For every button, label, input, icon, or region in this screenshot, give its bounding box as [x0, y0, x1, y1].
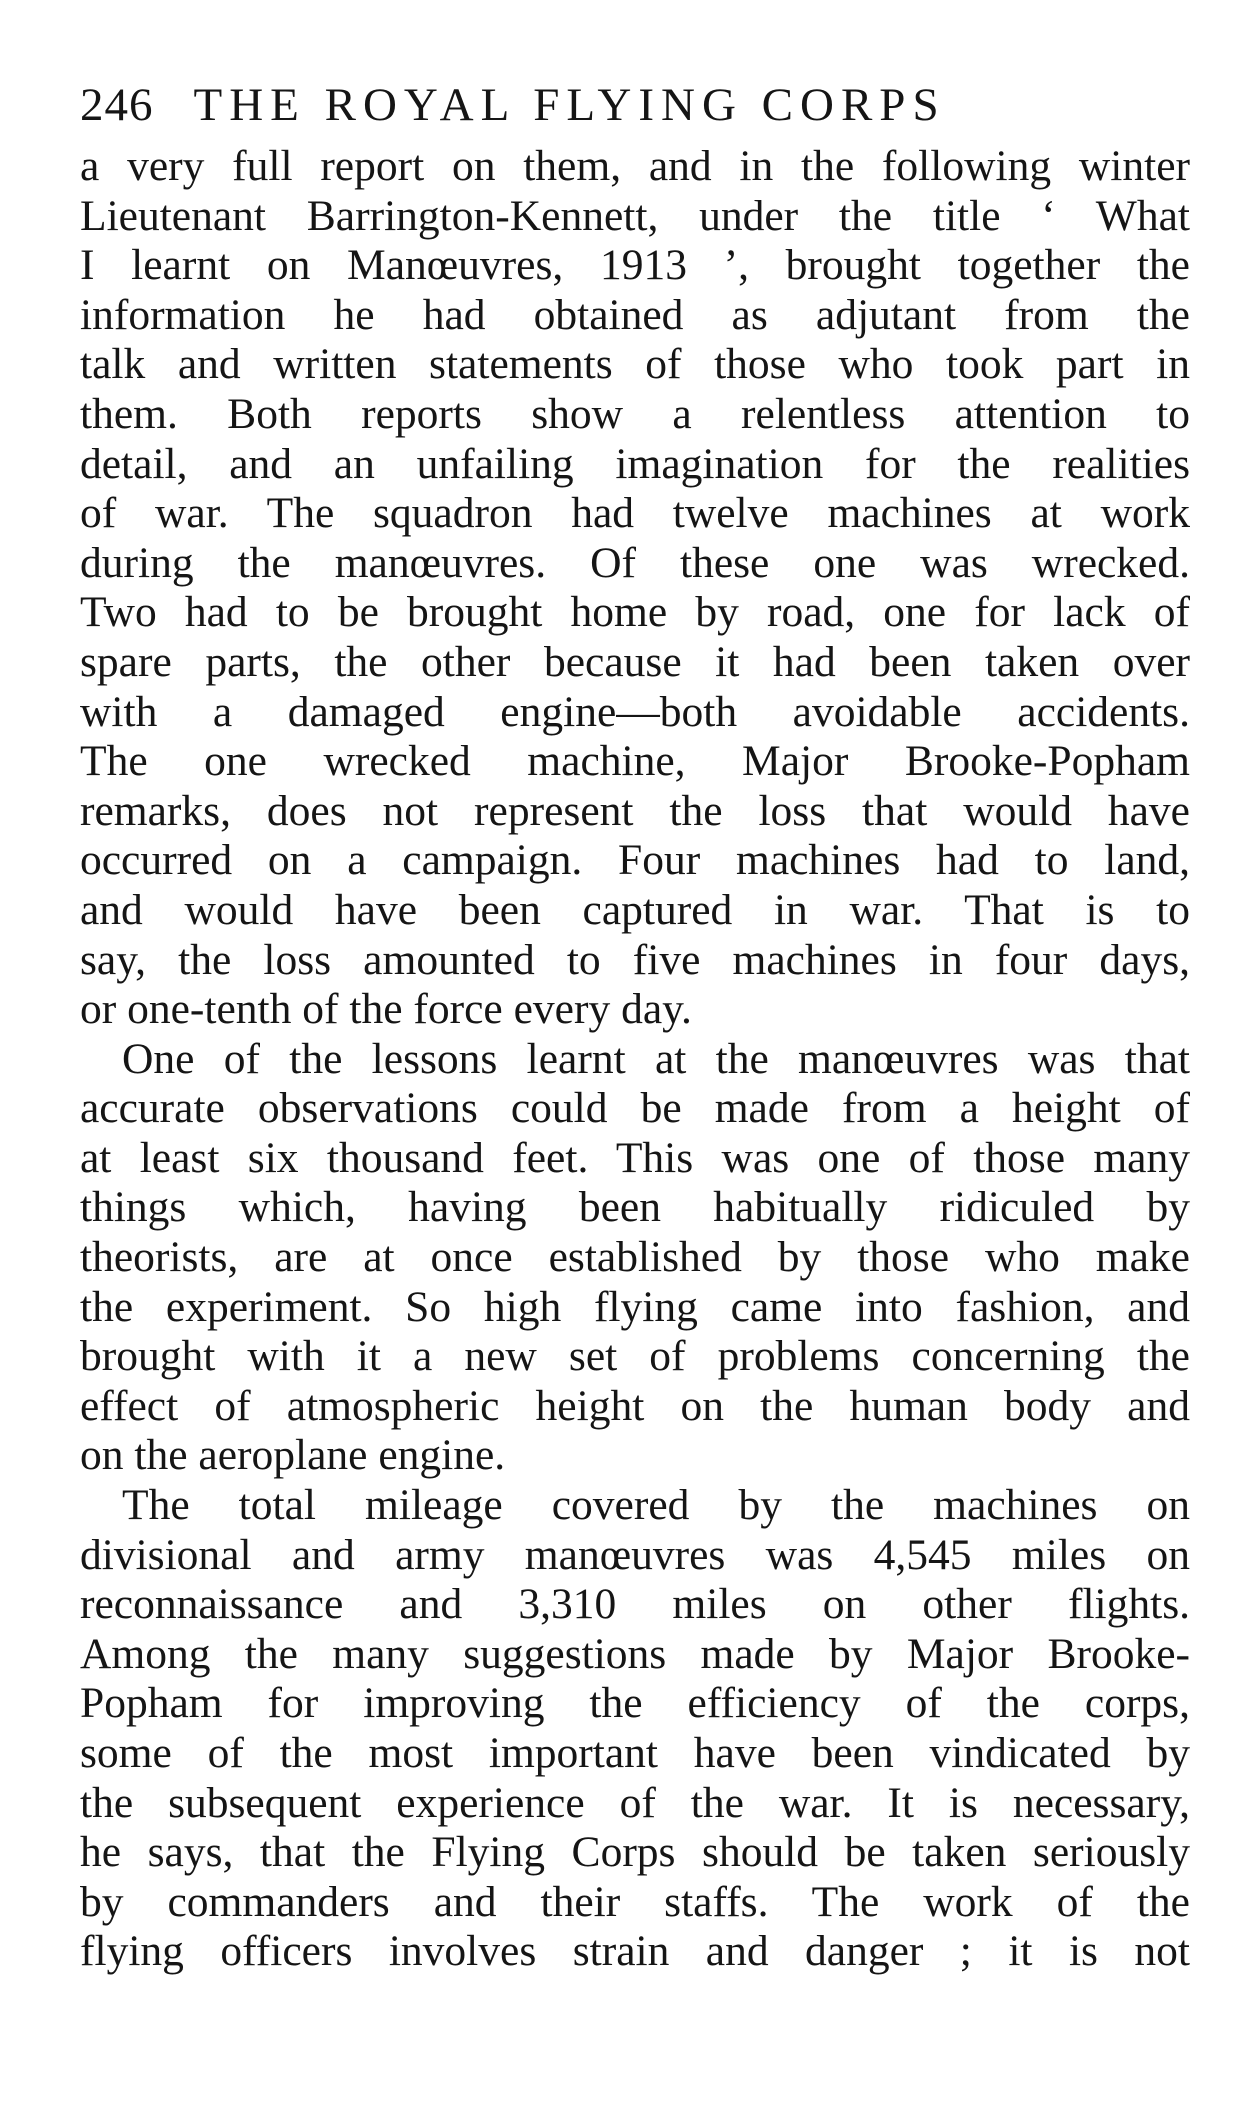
text-line: during the manœuvres. Of these one was wrecked.: [80, 538, 1190, 587]
text-line: or one-tenth of the force every day.: [80, 985, 692, 1034]
text-line: Popham for improving the efficiency of the corps,: [80, 1679, 1190, 1728]
page-number: 246: [80, 79, 154, 131]
text-line: reconnaissance and 3,310 miles on other flights.: [80, 1580, 1190, 1629]
text-line: The one wrecked machine, Major Brooke-Popham: [80, 737, 1190, 786]
text-line: The total mileage covered by the machines on: [122, 1481, 1190, 1530]
text-line: a very full report on them, and in the following winter: [80, 142, 1190, 190]
text-line: the subsequent experience of the war. It is necessary,: [80, 1778, 1190, 1827]
running-head: [80, 68, 1190, 142]
text-line: talk and written statements of those who took part in: [80, 340, 1190, 389]
text-line: things which, having been habitually ridiculed by: [80, 1183, 1190, 1232]
text-line: the experiment. So high flying came into fashion, and: [80, 1282, 1190, 1331]
text-line: and would have been captured in war. That is to: [80, 885, 1190, 934]
text-line: divisional and army manœuvres was 4,545 miles on: [80, 1530, 1190, 1579]
text-line: effect of atmospheric height on the human body and: [80, 1381, 1190, 1430]
text-line: theorists, are at once established by those who make: [80, 1233, 1190, 1282]
paragraph-continued: [80, 142, 1190, 1035]
text-line: information he had obtained as adjutant from the: [80, 290, 1190, 339]
text-line: some of the most important have been vindicated by: [80, 1729, 1190, 1777]
text-line: accurate observations could be made from a height of: [80, 1084, 1190, 1133]
text-line: spare parts, the other because it had been taken over: [80, 637, 1190, 686]
text-line: them. Both reports show a relentless attention to: [80, 389, 1190, 438]
paragraph-mileage: [80, 1481, 1190, 1977]
text-line: by commanders and their staffs. The work of the: [80, 1877, 1190, 1926]
text-line: say, the loss amounted to five machines in four days,: [80, 935, 1190, 984]
text-line: flying officers involves strain and danger ; it is not: [80, 1927, 1190, 1976]
text-line: occurred on a campaign. Four machines had to land,: [80, 836, 1190, 885]
text-line: at least six thousand feet. This was one of those many: [80, 1133, 1190, 1182]
text-line: on the aeroplane engine.: [80, 1431, 506, 1480]
text-line: One of the lessons learnt at the manœuvres was that: [122, 1034, 1190, 1083]
paragraph-high-flying: [80, 1035, 1190, 1481]
body-text: [80, 142, 1190, 1977]
running-title: THE ROYAL FLYING CORPS: [193, 79, 946, 131]
text-line: Two had to be brought home by road, one for lack of: [80, 588, 1190, 637]
text-line: he says, that the Flying Corps should be taken seriously: [80, 1828, 1190, 1877]
text-line: with a damaged engine—both avoidable accidents.: [80, 687, 1190, 736]
text-line: brought with it a new set of problems concerning the: [80, 1332, 1190, 1381]
text-line: detail, and an unfailing imagination for the realities: [80, 439, 1190, 488]
text-line: I learnt on Manœuvres, 1913 ’, brought together the: [80, 241, 1190, 290]
text-line: Lieutenant Barrington-Kennett, under the title ‘ What: [80, 191, 1190, 240]
book-page: [80, 68, 1190, 1977]
text-line: Among the many suggestions made by Major Brooke-: [80, 1629, 1190, 1678]
text-line: of war. The squadron had twelve machines at work: [80, 489, 1190, 538]
text-line: remarks, does not represent the loss that would have: [80, 786, 1190, 835]
